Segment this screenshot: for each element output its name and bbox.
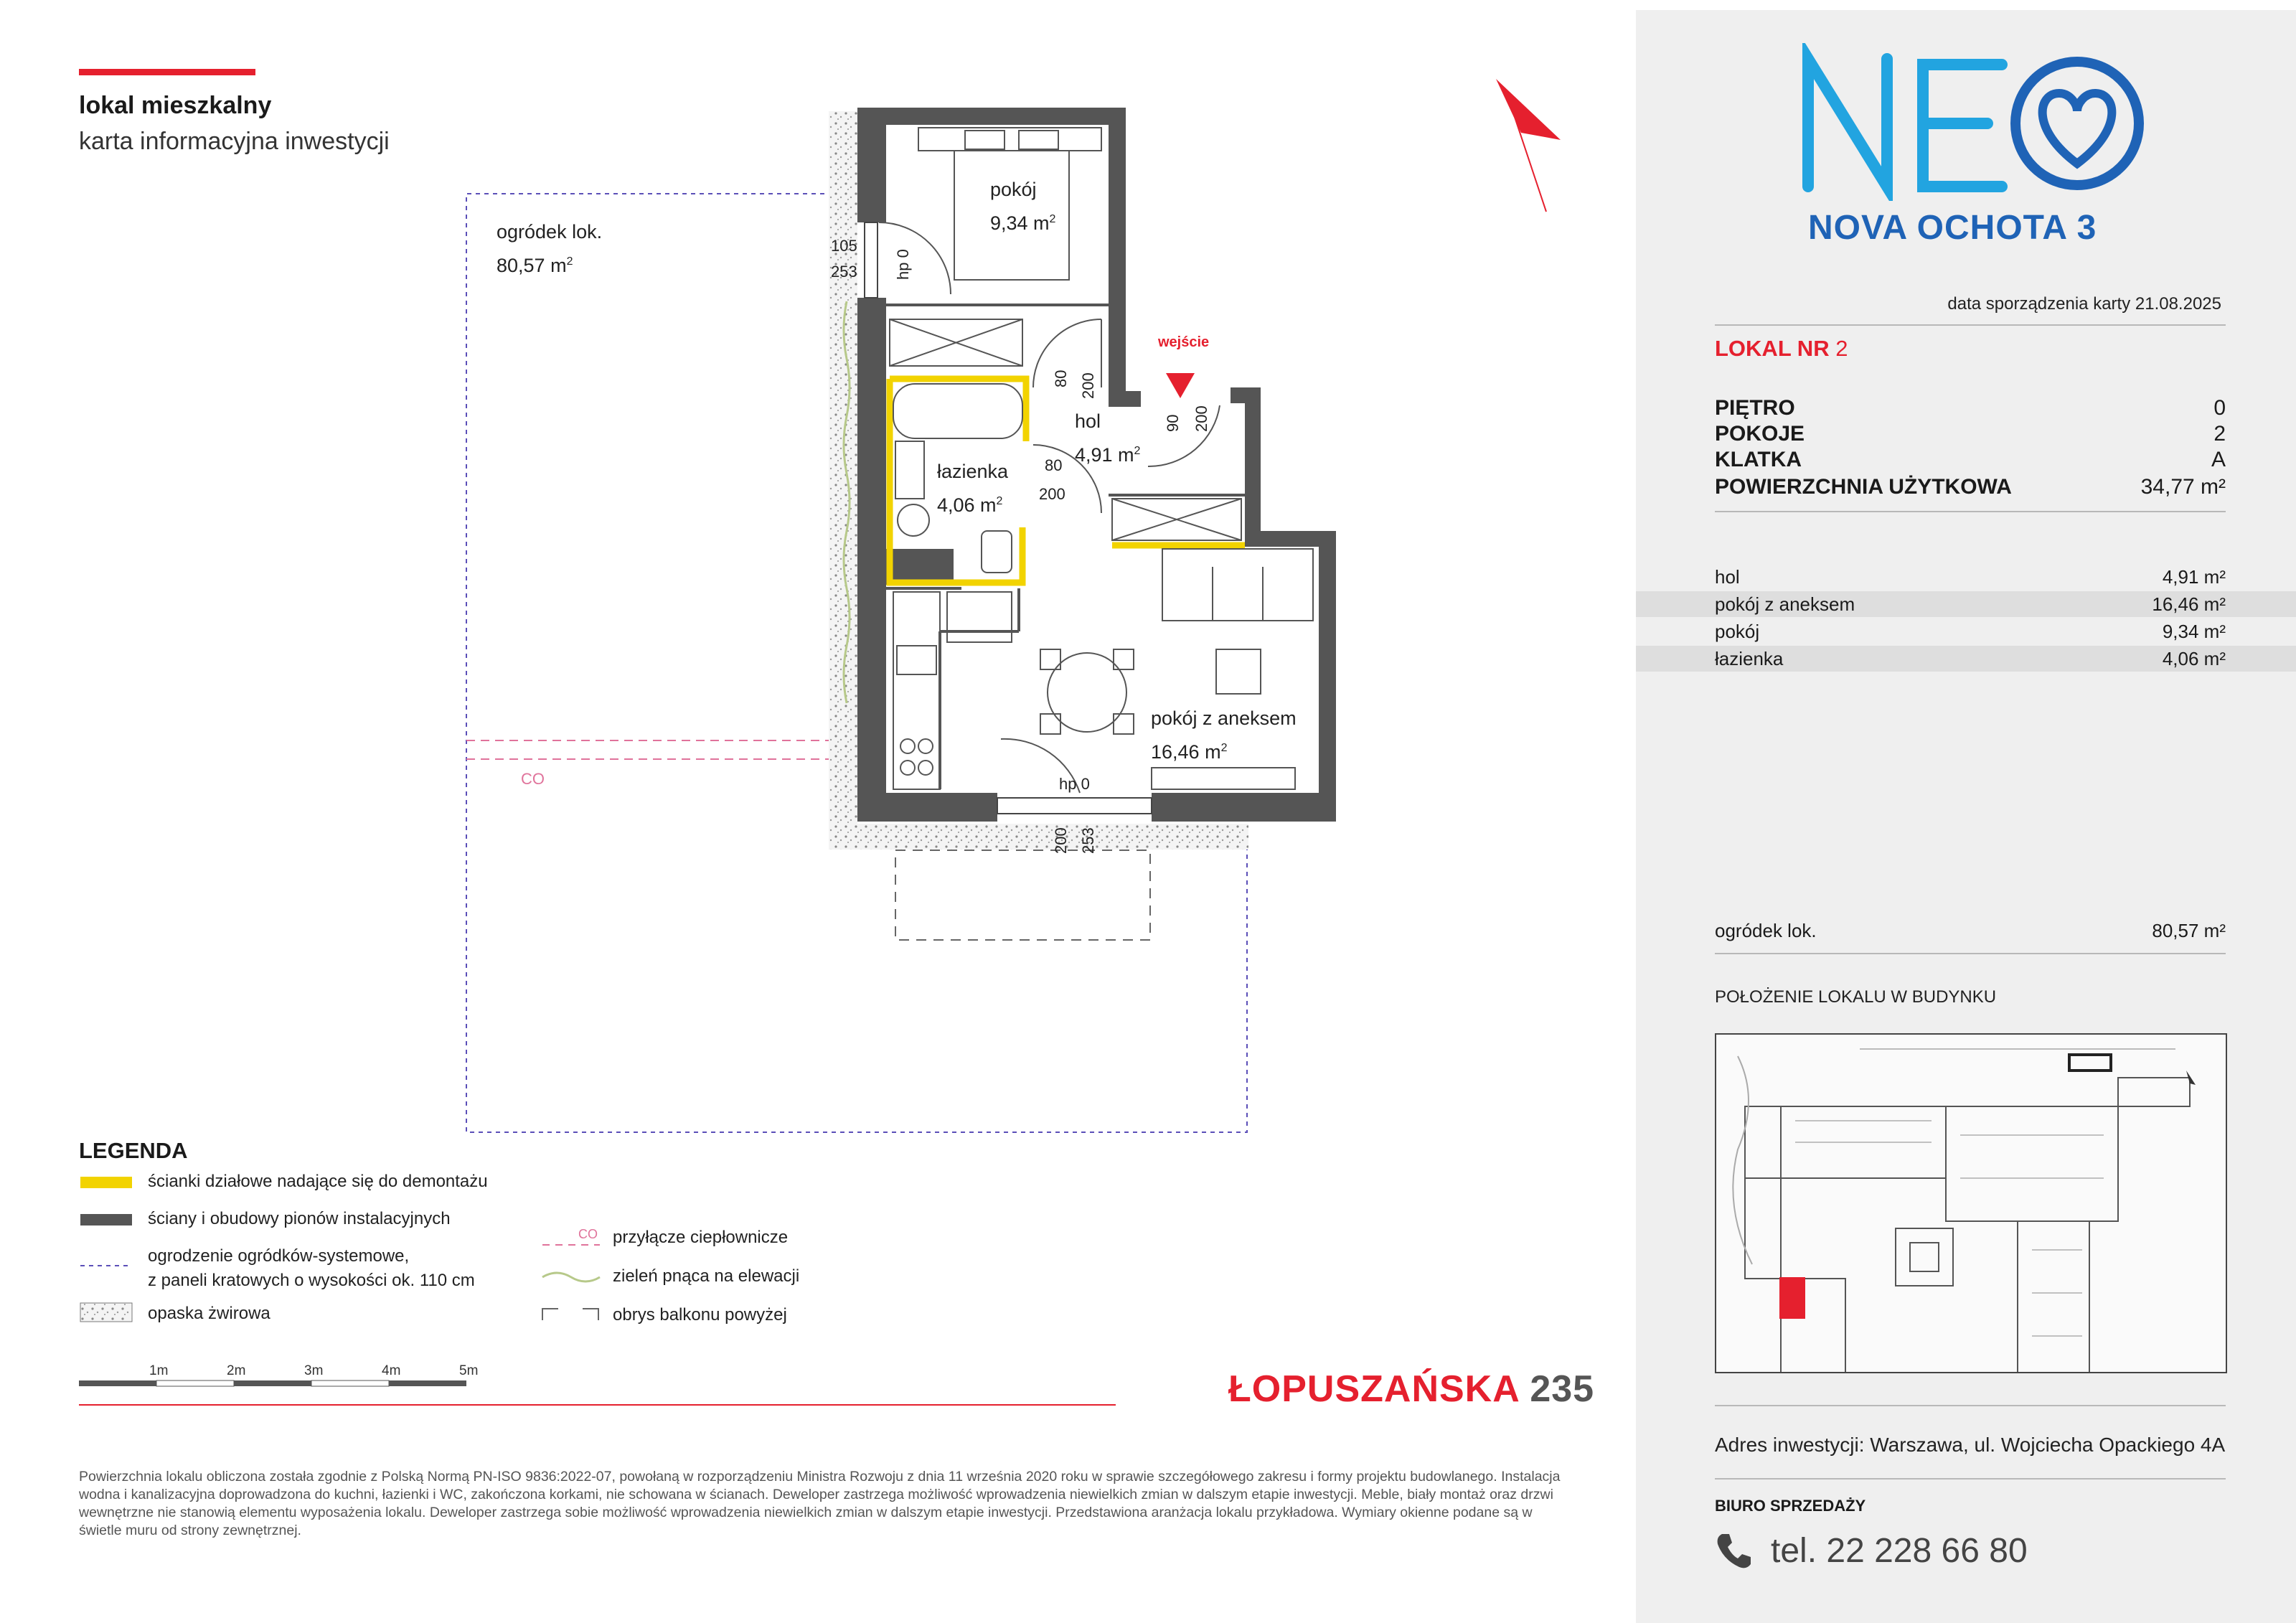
scale-bar [79,1380,466,1386]
toilet [982,531,1012,573]
divider [1715,324,2226,326]
info-panel [1636,10,2296,1623]
phone-icon [1715,1531,1751,1570]
dim-door-hall-w: 80 [1052,370,1070,387]
legend-item-demountable: ścianki działowe nadające się do demontażu [148,1172,488,1191]
divider [1715,953,2226,954]
neo-logo [1794,43,2167,201]
dim-w1-width: 105 [831,237,857,255]
garden-label: ogródek lok. 80,57 $m^2$ [497,221,603,276]
dim-entry-h: 200 [1192,405,1210,432]
legend-item-walls: ściany i obudowy pionów instalacyjnych [148,1209,451,1228]
legend-swatch-balcony [542,1309,598,1320]
gravel-strip-bottom [829,824,1248,850]
dim-bath-w: 80 [1045,456,1063,474]
dim-w1-hp: hp 0 [894,249,912,280]
disclaimer-footnote: Powierzchnia lokalu obliczona została zgodnie z Polską Normą PN-ISO 9836:2022-07, powołaną w rozporządzeniu Ministra Rozwoju z dnia 11 września 2020 roku w sprawie szczegółowego zakresu i formy projektu budowlanego. Instalacja wodna i kanalizacyjna doprowadzona do kuchni, łazienki i WC, zakończona korkami, nie schowana w ścianach. Deweloper zastrzega możliwość wprowadzenia niewielkich zmian w dalszym etapie inwestycji. Meble, biały montaż oraz drzwi wewnętrzne nie stanowią elementu wyposażenia lokalu. Deweloper zastrzega sobie możliwość wprowadzenia niewielkich zmian w dalszym etapie inwestycji. Przedstawiona aranżacja lokalu przykładowa. Wymiary okienne podane są w świetle muru od strony zewnętrznej. [79,1469,1561,1538]
street-name: ŁOPUSZAŃSKA 235 [1228,1368,1595,1410]
kitchen [893,592,1012,789]
card-date: data sporządzenia karty 21.08.2025 [1947,294,2221,314]
page-title: lokal mieszkalny [79,92,272,119]
unit-highlight [1779,1277,1805,1319]
legend-title: LEGENDA [79,1138,188,1163]
entrance-label: wejście [1158,334,1210,350]
sink [895,441,924,499]
legend-item-gravel: opaska żwirowa [148,1304,270,1323]
building-location-map [1715,1033,2227,1373]
dim-bath-h: 200 [1039,485,1065,503]
co-label: CO [521,770,545,788]
room-label-lazienka: łazienka 4,06 $m^2$ [937,461,1009,516]
scale-label-2m: 2m [227,1363,246,1378]
legend-swatch-gravel [80,1303,132,1322]
legend-item-fence-2: z paneli kratowych o wysokości ok. 110 cm [148,1271,475,1290]
room-label-pokoj-z-aneksem: pokój z aneksem 16,46 $m^2$ [1151,707,1297,763]
sales-phone[interactable]: tel. 22 228 66 80 [1771,1532,2028,1570]
divider [1715,511,2226,512]
scale-label-5m: 5m [459,1363,479,1378]
room-row: hol 4,91 m² [1715,566,2226,588]
legend-swatch-green [542,1273,600,1281]
legend-item-heating: przyłącze ciepłownicze [613,1228,789,1247]
room-row: pokój z aneksem 16,46 m² [1636,591,2296,617]
scale-label-1m: 1m [149,1363,169,1378]
prop-usable-area: POWIERZCHNIA UŻYTKOWA 34,77 m² [1715,475,2226,499]
lokal-number: LOKAL NR 2 [1715,336,1848,361]
garden-row: ogródek lok. 80,57 m² [1715,920,2226,941]
dim-door-hall-h: 200 [1079,372,1097,399]
divider [1715,1405,2226,1406]
balcony-outline [895,850,1150,940]
sofa [1162,549,1313,621]
room-label-hol: hol 4,91 $m^2$ [1075,410,1141,466]
page-subtitle: karta informacyjna inwestycji [79,128,390,155]
legend-item-green: zieleń pnąca na elewacji [613,1266,800,1286]
room-label-pokoj: pokój 9,34 $m^2$ [990,179,1056,234]
investment-address: Adres inwestycji: Warszawa, ul. Wojciecha Opackiego 4A [1715,1434,2226,1456]
scale-label-4m: 4m [382,1363,401,1378]
dim-bottom-w: 200 [1052,827,1070,854]
legend-swatch-dark [80,1214,132,1226]
gravel-strip-left [829,111,857,847]
washer [898,504,929,536]
legend-item-fence-1: ogrodzenie ogródków-systemowe, [148,1246,410,1266]
prop-floor: PIĘTRO 0 [1715,396,2226,420]
heating-connection [466,740,847,759]
room-row: łazienka 4,06 m² [1636,646,2296,672]
location-title: POŁOŻENIE LOKALU W BUDYNKU [1715,987,1997,1007]
room-row: pokój 9,34 m² [1715,621,2226,642]
bathtub [893,384,1022,438]
dim-bottom-hp: hp 0 [1059,775,1090,793]
legend-swatch-yellow [80,1177,132,1188]
prop-stairwell: KLATKA A [1715,448,2226,471]
legend-co-tag: CO [578,1227,598,1241]
legend-item-balcony: obrys balkonu powyżej [613,1305,787,1325]
divider [1715,1478,2226,1479]
scale-label-3m: 3m [304,1363,324,1378]
dim-entry-w: 90 [1164,414,1182,432]
dim-bottom-h: 253 [1079,827,1097,854]
entrance-arrow-icon [1166,373,1195,398]
dim-w1-height: 253 [831,263,857,281]
north-arrow-icon [1496,79,1561,212]
sales-office-title: BIURO SPRZEDAŻY [1715,1497,1866,1515]
prop-rooms: POKOJE 2 [1715,422,2226,446]
logo-subtitle: NOVA OCHOTA 3 [1808,209,2097,247]
